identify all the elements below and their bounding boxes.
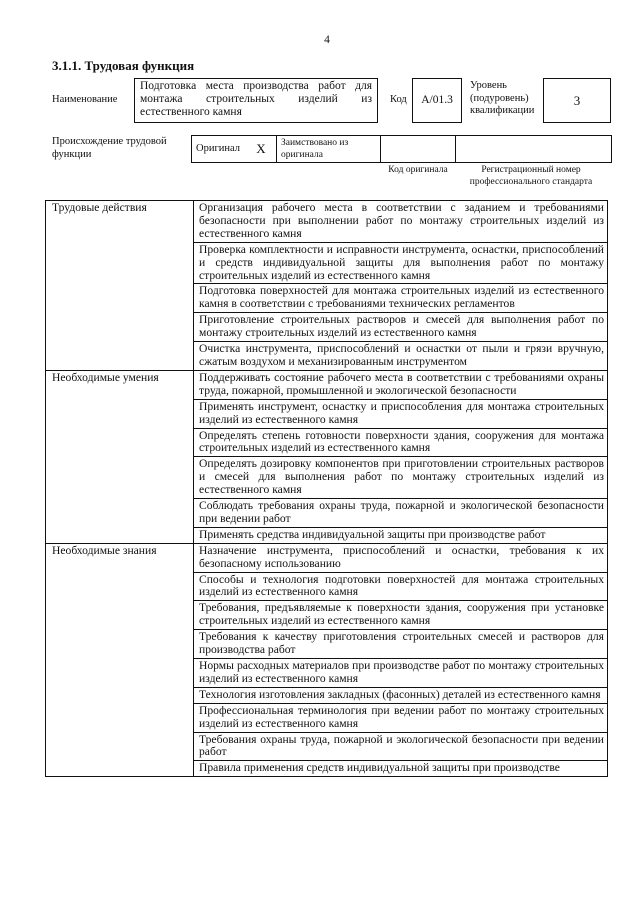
- origin-label: Происхождение трудовой функции: [52, 136, 167, 160]
- group-label: Необходимые знания: [46, 543, 194, 777]
- table-cell: Определять дозировку компонентов при приготовлении строительных растворов и смесей для выполнения работ по монтажу строительных изделий из естественного камня: [194, 457, 608, 499]
- group-label: Трудовые действия: [46, 201, 194, 371]
- name-value: Подготовка места производства работ для монтажа строительных изделий из естественного камня: [134, 78, 378, 123]
- required-skill-row: [46, 370, 608, 399]
- origin-divider-1: [276, 135, 277, 163]
- table-cell: Поддерживать состояние рабочего места в соответствии с требованиями охраны труда, пожарной, промышленной и экологической безопасности: [194, 370, 608, 399]
- required-knowledge-row: [46, 543, 608, 572]
- table-cell: Правила применения средств индивидуальной защиты при производстве: [194, 761, 608, 777]
- group-label: Необходимые умения: [46, 370, 194, 543]
- code-original-caption: Код оригинала: [388, 165, 448, 175]
- table-cell: Организация рабочего места в соответствии с заданием и требованиями безопасности при выполнении работ по монтажу строительных изделий из естественного камня: [194, 201, 608, 243]
- level-label: Уровень (подуровень) квалификации: [470, 80, 535, 116]
- table-cell: Профессиональная терминология при ведении работ по монтажу строительных изделий из естественного камня: [194, 703, 608, 732]
- code-value: А/01.3: [412, 78, 462, 123]
- table-cell: Очистка инструмента, приспособлений и оснастки от пыли и грязи вручную, сжатым воздухом и механизированным инструментом: [194, 342, 608, 371]
- table-cell: Приготовление строительных растворов и смесей для выполнения работ по монтажу строительных изделий из естественного камня: [194, 313, 608, 342]
- page-number: 4: [324, 34, 330, 46]
- level-value: 3: [543, 78, 611, 123]
- table-cell: Определять степень готовности поверхности здания, сооружения для монтажа строительных изделий из естественного камня: [194, 428, 608, 457]
- table-cell: Проверка комплектности и исправности инструмента, оснастки, приспособлений и средств индивидуальной защиты для выполнения работ по монтажу строительных изделий из естественного камня: [194, 242, 608, 284]
- table-cell: Подготовка поверхностей для монтажа строительных изделий из естественного камня в соответствии с требованиями технических регламентов: [194, 284, 608, 313]
- origin-divider-3: [455, 135, 456, 163]
- borrowed-label: Заимствовано из оригинала: [281, 138, 349, 160]
- table-cell: Требования охраны труда, пожарной и экологической безопасности при ведении работ: [194, 732, 608, 761]
- table-cell: Назначение инструмента, приспособлений и оснастки, требования к их безопасному использованию: [194, 543, 608, 572]
- table-cell: Технология изготовления закладных (фасонных) деталей из естественного камня: [194, 687, 608, 703]
- table-cell: Нормы расходных материалов при производстве работ по монтажу строительных изделий из естественного камня: [194, 659, 608, 688]
- original-mark: X: [256, 141, 266, 156]
- labor-function-table: [45, 200, 608, 777]
- origin-divider-2: [380, 135, 381, 163]
- table-cell: Требования, предъявляемые к поверхности здания, сооружения при установке строительных изделий из естественного камня: [194, 601, 608, 630]
- table-cell: Применять средства индивидуальной защиты при производстве работ: [194, 527, 608, 543]
- table-cell: Применять инструмент, оснастку и приспособления для монтажа строительных изделий из естественного камня: [194, 399, 608, 428]
- labor-action-row: [46, 201, 608, 243]
- original-label: Оригинал: [196, 142, 240, 154]
- name-label: Наименование: [52, 93, 118, 105]
- section-title: 3.1.1. Трудовая функция: [52, 58, 195, 73]
- table-cell: Соблюдать требования охраны труда, пожарной и экологической безопасности при ведении работ: [194, 499, 608, 528]
- reg-number-caption: Регистрационный номер профессионального стандарта: [469, 165, 593, 187]
- table-cell: Способы и технология подготовки поверхностей для монтажа строительных изделий из естественного камня: [194, 572, 608, 601]
- table-cell: Требования к качеству приготовления строительных смесей и растворов для производства работ: [194, 630, 608, 659]
- code-label: Код: [390, 93, 407, 105]
